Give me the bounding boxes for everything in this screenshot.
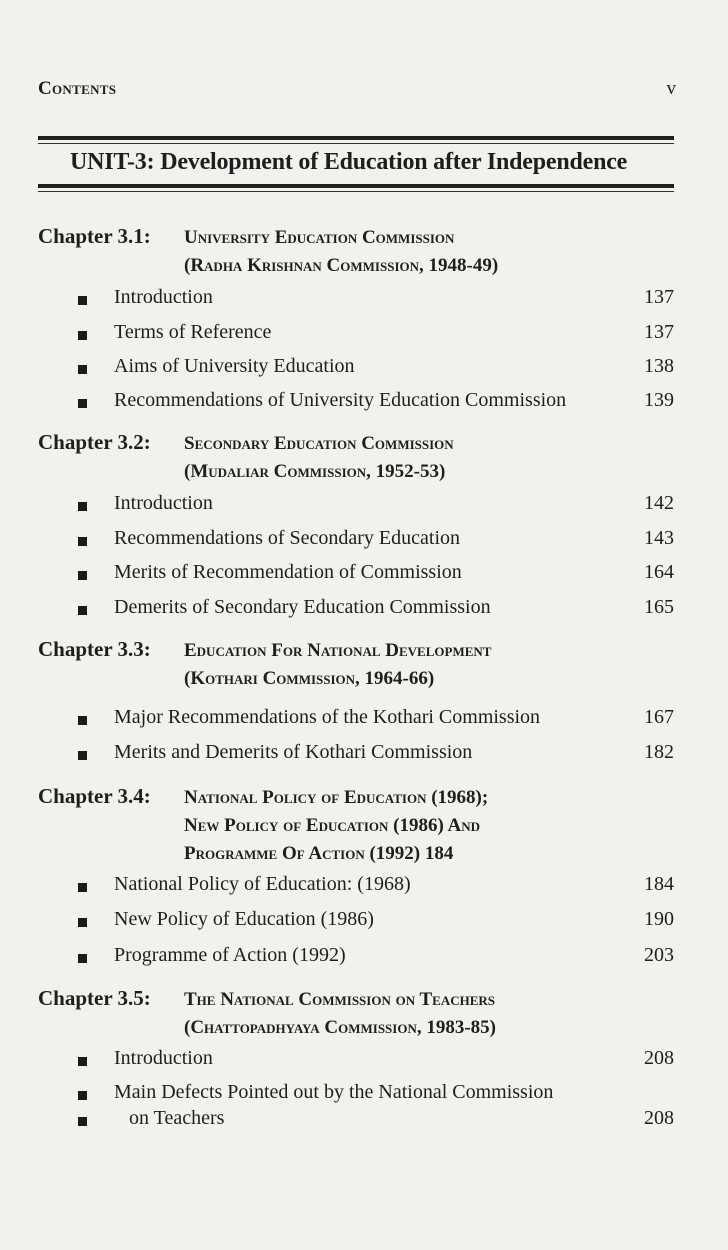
square-bullet-icon [78,571,87,580]
chapter-title-line: (Chattopadhyaya Commission, 1983-85) [184,1017,496,1038]
toc-entry[interactable] [78,1107,674,1137]
toc-entry[interactable] [78,908,674,938]
entry-page: 139 [644,389,674,411]
square-bullet-icon [78,954,87,963]
entry-text: Terms of Reference [114,321,272,343]
entry-page: 138 [644,355,674,377]
chapter-label: Chapter 3.5: [38,986,151,1010]
entry-page: 182 [644,741,674,763]
chapter-title-line: Secondary Education Commission [184,433,454,454]
square-bullet-icon [78,883,87,892]
entry-text: on Teachers [114,1107,225,1129]
rule-thin-top [38,143,674,144]
chapter-title-line: National Policy of Education (1968); [184,787,489,808]
square-bullet-icon [78,751,87,760]
square-bullet-icon [78,918,87,927]
square-bullet-icon [78,537,87,546]
square-bullet-icon [78,1091,87,1100]
entry-page: 137 [644,286,674,308]
square-bullet-icon [78,606,87,615]
toc-entry[interactable] [78,355,674,385]
chapter-title [184,224,498,280]
toc-entry[interactable] [78,286,674,316]
entry-text: New Policy of Education (1986) [114,908,374,930]
chapter-title-line: (Mudaliar Commission, 1952-53) [184,461,446,482]
rule-thin-bottom [38,191,674,192]
chapter-title [184,986,496,1042]
entry-text: Programme of Action (1992) [114,944,346,966]
chapter-label: Chapter 3.3: [38,637,151,661]
chapter-title [184,430,454,486]
entry-page: 165 [644,596,674,618]
entry-page: 190 [644,908,674,930]
chapter-title-line: University Education Commission [184,227,455,248]
chapter-title-line: New Policy of Education (1986) And [184,815,481,836]
entry-text: National Policy of Education: (1968) [114,873,411,895]
entry-text: Aims of University Education [114,355,355,377]
entry-text: Main Defects Pointed out by the National Commission [114,1081,554,1103]
entry-text: Merits of Recommendation of Commission [114,561,462,583]
unit-title: UNIT-3: Development of Education after Independence [70,149,628,175]
entry-page: 142 [644,492,674,514]
entry-page: 208 [644,1107,674,1129]
toc-entry[interactable] [78,527,674,557]
chapter-label: Chapter 3.1: [38,224,151,248]
square-bullet-icon [78,716,87,725]
rule-thick-top [38,136,674,140]
running-head-page-numeral: v [666,78,676,99]
chapter-title-line: Programme Of Action (1992) 184 [184,843,454,864]
chapter-title-line: Education For National Development [184,640,492,661]
toc-entry[interactable] [78,873,674,903]
entry-page: 184 [644,873,674,895]
entry-page: 208 [644,1047,674,1069]
entry-text: Introduction [114,1047,213,1069]
toc-entry[interactable] [78,321,674,351]
rule-thick-bottom [38,184,674,188]
chapter-title-line: (Kothari Commission, 1964-66) [184,668,435,689]
entry-text: Recommendations of University Education Commission [114,389,567,411]
entry-page: 164 [644,561,674,583]
running-head-title: Contents [38,78,117,99]
toc-entry[interactable] [78,741,674,771]
toc-entry[interactable] [78,944,674,974]
square-bullet-icon [78,365,87,374]
square-bullet-icon [78,1057,87,1066]
square-bullet-icon [78,502,87,511]
toc-entry[interactable] [78,596,674,626]
entry-page: 203 [644,944,674,966]
chapter-title-line: (Radha Krishnan Commission, 1948-49) [184,255,499,276]
running-head [38,78,676,102]
square-bullet-icon [78,399,87,408]
entry-text: Major Recommendations of the Kothari Commission [114,706,541,728]
entry-text: Recommendations of Secondary Education [114,527,461,549]
chapter-label: Chapter 3.4: [38,784,151,808]
toc-entry[interactable] [78,561,674,591]
entry-page: 143 [644,527,674,549]
entry-page: 137 [644,321,674,343]
chapter-title [184,784,488,868]
chapter-title-line: The National Commission on Teachers [184,989,496,1010]
entry-text: Introduction [114,492,213,514]
toc-entry[interactable] [78,1047,674,1077]
toc-entry[interactable] [78,492,674,522]
entry-text: Merits and Demerits of Kothari Commission [114,741,473,763]
square-bullet-icon [78,1117,87,1126]
square-bullet-icon [78,331,87,340]
chapter-label: Chapter 3.2: [38,430,151,454]
toc-entry[interactable] [78,389,674,419]
square-bullet-icon [78,296,87,305]
chapter-title [184,637,491,693]
toc-entry[interactable] [78,706,674,736]
entry-text: Introduction [114,286,213,308]
entry-text: Demerits of Secondary Education Commission [114,596,491,618]
entry-page: 167 [644,706,674,728]
